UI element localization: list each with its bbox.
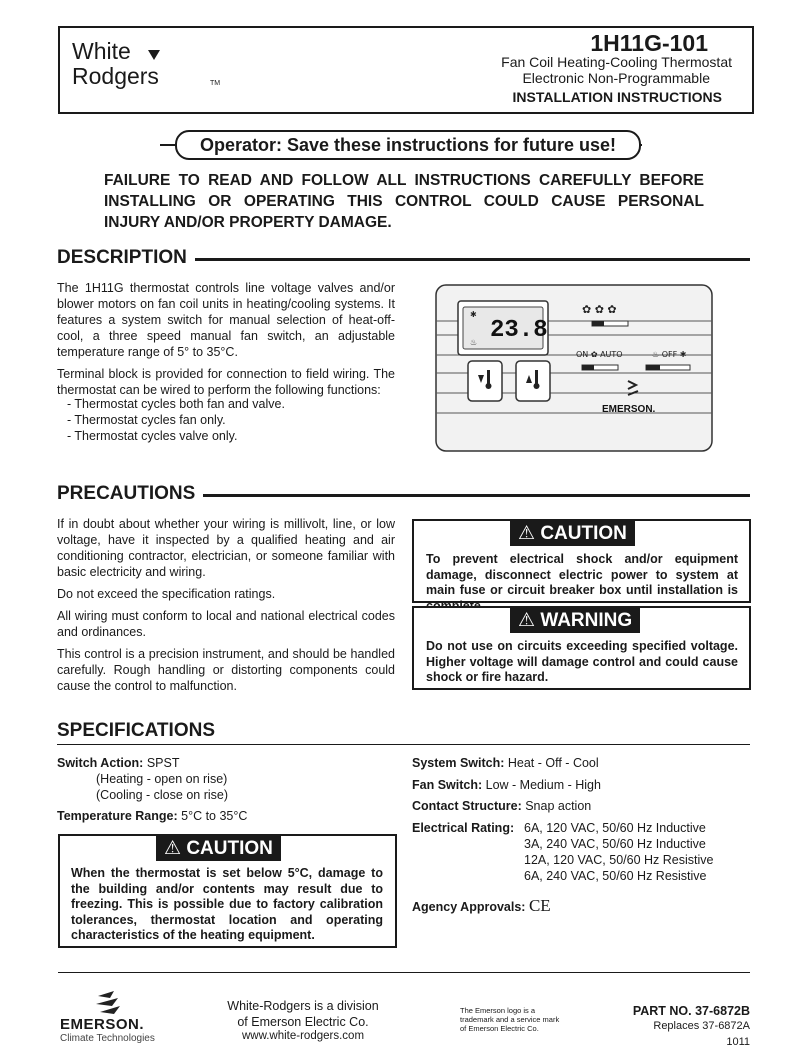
specifications-heading: SPECIFICATIONS — [57, 720, 223, 742]
precautions-para-1: If in doubt about whether your wiring is millivolt, line, or low voltage, have it inspected by a qualified heating and air conditioning contractor, electrician, or someone familiar with basic electricity and wiring. — [57, 517, 395, 579]
thermostat-drawing — [432, 283, 716, 455]
list-item: - Thermostat cycles both fan and valve. — [67, 397, 285, 411]
spec-label: Fan Switch: — [412, 778, 483, 792]
svg-text:ON ✿ AUTO: ON ✿ AUTO — [576, 350, 623, 359]
caution-tag — [510, 521, 635, 546]
spec-temp-range — [57, 808, 397, 824]
spec-rating-label — [412, 820, 514, 836]
spec-label: Electrical Rating: — [412, 821, 515, 835]
warning-text-voltage: Do not use on circuits exceeding specified voltage. Higher voltage will damage control and could cause shock or fire hazard. — [426, 639, 738, 684]
precautions-para-2: Do not exceed the specification ratings. — [57, 587, 276, 601]
ce-mark-icon: CE — [528, 896, 551, 915]
spec-value: Snap action — [525, 799, 592, 813]
subtitle-2: Electronic Non-Programmable — [522, 70, 710, 86]
operator-note: Operator: Save these instructions for future use! — [175, 130, 641, 160]
spec-contact — [412, 798, 742, 814]
list-item: 12A, 120 VAC, 50/60 Hz Resistive — [524, 853, 714, 867]
warning-triangle-icon: ⚠ — [518, 610, 541, 631]
climate-technologies: Climate Technologies — [60, 1033, 155, 1044]
spec-label: Temperature Range: — [57, 809, 178, 823]
caution-text-power: To prevent electrical shock and/or equipment damage, disconnect electric power to system at main fuse or circuit breaker box until installation is — [426, 552, 738, 597]
specifications-rule — [57, 744, 750, 745]
caution-tag — [156, 836, 281, 861]
precautions-rule — [196, 494, 750, 497]
logo-triangle-icon — [148, 50, 160, 60]
spec-value: Heat - Off - Cool — [507, 756, 599, 770]
emerson-swirl-icon — [90, 990, 130, 1016]
precautions-heading: PRECAUTIONS — [57, 483, 203, 505]
spec-switch-cool: (Cooling - close on rise) — [96, 788, 228, 802]
trademark-line-3: of Emerson Electric Co. — [460, 1024, 539, 1033]
list-item: 6A, 120 VAC, 50/60 Hz Inductive — [524, 821, 706, 835]
brand-line-2: Rodgers — [72, 63, 159, 89]
list-item: 6A, 240 VAC, 50/60 Hz Resistive — [524, 869, 707, 883]
warning-box-voltage — [412, 606, 751, 690]
brand-line-1: White — [72, 38, 131, 64]
caution-box-freezing — [58, 834, 397, 948]
description-body — [57, 280, 395, 404]
part-number: PART NO. 37-6872B — [632, 1004, 750, 1018]
brand-tm: TM — [210, 80, 221, 87]
spec-label: Agency Approvals: — [412, 900, 526, 914]
footer-rule — [58, 972, 750, 973]
spec-value: 5°C to 35°C — [181, 809, 248, 823]
warning-triangle-icon: ⚠ — [518, 523, 541, 544]
precautions-para-4: This control is a precision instrument, and should be handled carefully. Rough handling or distorting components could cause the control to malfunction. — [57, 647, 395, 693]
spec-value: SPST — [146, 756, 180, 770]
warning-label: WARNING — [540, 610, 633, 631]
spec-switch-action — [57, 755, 397, 771]
svg-text:✿ ✿ ✿: ✿ ✿ ✿ — [582, 303, 617, 316]
replaces: Replaces 37-6872A — [653, 1020, 750, 1032]
spec-fan-switch — [412, 777, 742, 793]
description-para-1: The 1H11G thermostat controls line voltage valves and/or blower motors on fan coil units in heating/cooling systems. It features a system switch for manual selection of heat-off-cool, a three speed manual fan switch, an adjustable temperature range of 5° to 35°C. — [57, 281, 395, 359]
description-heading: DESCRIPTION — [57, 247, 195, 269]
thermostat-illustration — [432, 283, 716, 455]
division-line-2: of Emerson Electric Co. — [237, 1015, 369, 1029]
division-line-1: White-Rodgers is a division — [227, 999, 379, 1013]
trademark-line-2: trademark and a service mark — [460, 1015, 560, 1024]
warning-tag — [510, 608, 640, 633]
description-rule — [190, 258, 750, 261]
subtitle-1: Fan Coil Heating-Cooling Thermostat — [501, 54, 732, 70]
white-rodgers-logo — [72, 38, 222, 98]
caution-box-power — [412, 519, 751, 603]
list-item: 3A, 240 VAC, 50/60 Hz Inductive — [524, 837, 706, 851]
caution-label: CAUTION — [540, 523, 627, 544]
failure-warning: FAILURE TO READ AND FOLLOW ALL INSTRUCTIONS CAREFULLY BEFORE INSTALLING OR OPERATING THIS CONTROL COULD CAUSE PERSONAL INJURY AND/OR PROPERTY DAMAGE. — [104, 172, 704, 231]
display-value: 23.8 — [490, 317, 548, 344]
spec-label: Switch Action: — [57, 756, 144, 770]
doc-type: INSTALLATION INSTRUCTIONS — [512, 89, 722, 105]
device-brand: EMERSON. — [602, 404, 656, 415]
spec-switch-heat: (Heating - open on rise) — [96, 772, 228, 786]
model-number: 1H11G-101 — [590, 30, 708, 56]
svg-text:♨ OFF ✱: ♨ OFF ✱ — [652, 350, 687, 359]
trademark-line-1: The Emerson logo is a — [460, 1006, 536, 1015]
caution-text-freezing: When the thermostat is set below 5°C, damage to the building and/or contents may result due to freezing. This is possible due to factory calibration tolerances, thermostat location and operating characteristics of the heating equipment. — [71, 866, 383, 942]
list-item: - Thermostat cycles fan only. — [67, 413, 226, 427]
spec-value: Low - Medium - High — [485, 778, 601, 792]
emerson-logo — [60, 990, 170, 1044]
description-para-2: Terminal block is provided for connection to field wiring. The thermostat can be wired to perform the following functions: — [57, 367, 395, 397]
website-link[interactable]: www.white-rodgers.com — [241, 1030, 365, 1042]
caution-label: CAUTION — [186, 838, 273, 859]
description-bullets — [67, 396, 387, 444]
precautions-body — [57, 516, 395, 700]
spec-approvals — [412, 898, 742, 915]
svg-text:✱: ✱ — [470, 310, 477, 319]
date-code: 1011 — [726, 1036, 750, 1048]
list-item: - Thermostat cycles valve only. — [67, 429, 238, 443]
spec-system-switch — [412, 755, 742, 771]
precautions-para-3: All wiring must conform to local and national electrical codes and ordinances. — [57, 609, 395, 639]
spec-label: System Switch: — [412, 756, 505, 770]
svg-text:♨: ♨ — [470, 338, 478, 347]
spec-label: Contact Structure: — [412, 799, 522, 813]
division-note — [220, 998, 386, 1030]
emerson-wordmark: EMERSON. — [60, 1016, 145, 1033]
spec-ratings — [524, 820, 744, 884]
warning-triangle-icon: ⚠ — [164, 838, 187, 859]
